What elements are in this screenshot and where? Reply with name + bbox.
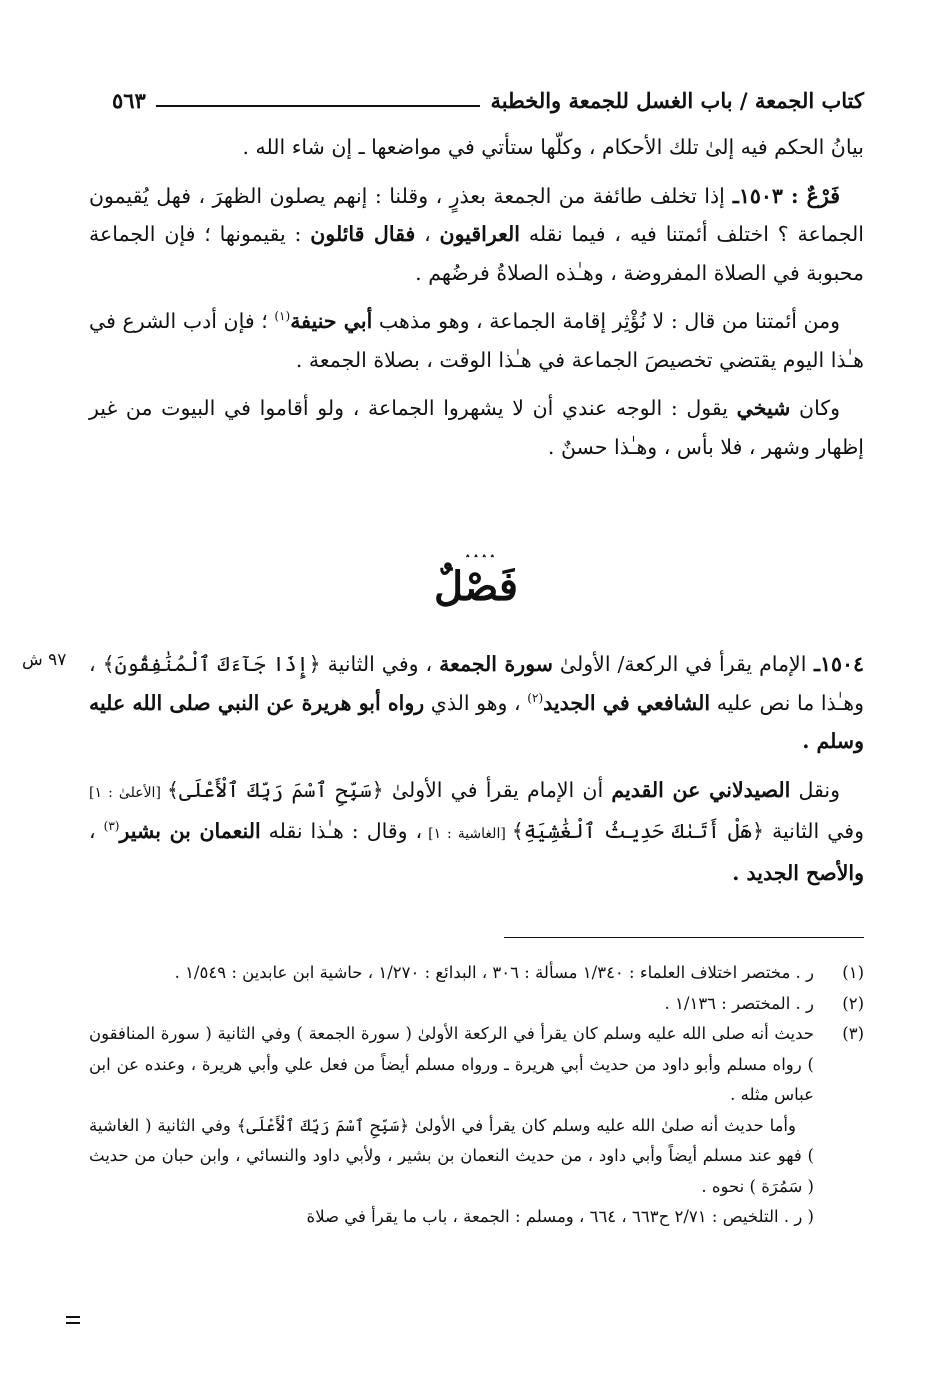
issue-number-1503: : ١٥٠٣ـ	[724, 183, 807, 208]
text-1504-a: الإمام يقرأ في الركعة/ الأولىٰ	[552, 652, 807, 676]
sura-jumua: سورة الجمعة	[439, 652, 553, 676]
fasl-ornament: ٛ ٛ ٛ ٛ	[463, 549, 489, 565]
footnote-text: وفي الثانية ( الغاشية ) فهو عند مسلم أيضاً وأبي داود ، من حديث النعمان بن بشير ، ولأبي داود والنسائي ، وابن حبان من حديث ( سَمُرَة ) نحوه .	[89, 1115, 814, 1196]
paragraph-1504	[89, 645, 864, 761]
far-label: فَرْعٌ	[806, 183, 840, 208]
text-s-b: أن الإمام يقرأ في الأولىٰ	[383, 777, 612, 802]
footnote-ref-1[interactable]: (١)	[274, 309, 291, 324]
footnote-text: ( ر . التلخيص : ٢/٧١ ح٦٦٣ ، ٦٦٤ ، ومسلم : الجمعة ، باب ما يقرأ في صلاة	[306, 1207, 814, 1226]
sura-ref-ala: [الأعلىٰ : ١]	[89, 784, 168, 801]
footnote-3	[89, 1019, 864, 1111]
text-p3-b: يقول : الوجه عندي أن لا يشهروا الجماعة ، ولو أقاموا في البيوت من غير إظهار وشهر ، فلا بأس ، وهـٰذا حسنٌ .	[89, 396, 864, 459]
section-text	[89, 645, 864, 902]
name-abu-hanifa: أبي حنيفة	[290, 309, 373, 333]
paragraph-saidalani	[89, 771, 864, 893]
text-p2-a: ومن أئمتنا من قال : لا نُؤْثِر إقامة الجماعة ، وهو مذهب	[372, 309, 840, 333]
text-1504-b: ، وفي الثانية	[320, 652, 440, 676]
footnote-text: ر . مختصر اختلاف العلماء : ١/٣٤٠ مسألة : ٣٠٦ ، البدائع : ١/٢٧٠ ، حاشية ابن عابدين : ١/٥٤٩ .	[174, 963, 814, 982]
sura-ref-ghashiya: [الغاشية : ١]	[422, 826, 512, 842]
footnote-ref-3[interactable]: (٣)	[103, 819, 120, 834]
name-shafii: الشافعي في الجديد	[543, 690, 711, 715]
text-s-a: ونقل	[790, 777, 840, 802]
fasl-word: فَصْلٌ	[433, 563, 519, 610]
footnotes	[89, 958, 864, 1233]
footnote-3-continuation	[89, 1111, 864, 1203]
name-saidalani: الصيدلاني عن القديم	[611, 777, 791, 802]
footnote-quran-ala: ﴿سَبِّحِ ٱسْمَ رَبِّكَ ٱلْأَعْلَى﴾	[236, 1115, 409, 1135]
text-1504-c: ، وهـٰذا ما نص عليه	[89, 652, 865, 715]
footnote-number: (١)	[842, 963, 864, 982]
footnote-3-reference	[89, 1202, 864, 1233]
text-1503-a: إذا تخلف طائفة من الجمعة بعذرٍ ، وقلنا : إنهم يصلون الظهرَ ، فهل يُقيمون الجماعة ؟ اختلف أئمتنا فيه ، فيما نقله	[89, 183, 864, 246]
header-rule	[156, 105, 481, 107]
footnote-separator	[504, 937, 864, 938]
fasl-calligraphy	[410, 549, 542, 618]
page-number: ٥٦٣	[112, 87, 146, 113]
main-text	[89, 128, 864, 476]
intro-paragraph	[89, 128, 864, 167]
text-s-d: ، وقال : هـٰذا نقله	[260, 819, 423, 843]
issue-number-1504: ١٥٠٤ـ	[806, 652, 865, 676]
quran-verse-ala: ﴿سَبِّحِ ٱسْمَ رَبِّكَ ٱلْأَعْلَى﴾	[167, 777, 384, 802]
footnote-text: حديث أنه صلى الله عليه وسلم كان يقرأ في الركعة الأولىٰ ( سورة الجمعة ) وفي الثانية ( سورة المنافقون ) رواه مسلم وأبو داود من حديث أبي هريرة ـ ورواه مسلم أيضاً من فعل علي وأبي هريرة ، وعنده عن ابن عباس مثله .	[89, 1024, 814, 1104]
footnote-ref-2[interactable]: (٢)	[527, 690, 544, 705]
footnote-2	[89, 989, 864, 1020]
footnote-text: ر . المختصر : ١/١٣٦ .	[664, 993, 814, 1013]
paragraph-imams	[89, 302, 864, 379]
chapter-title: كتاب الجمعة / باب الغسل للجمعة والخطبة	[490, 87, 864, 113]
quran-verse-ghashiya: ﴿هَلْ أَتَىٰكَ حَدِيثُ ٱلْغَٰشِيَةِ﴾	[511, 819, 764, 843]
conclusion-jadid: والأصح الجديد .	[732, 860, 864, 885]
text-1504-d: ، وهو الذي	[424, 690, 528, 715]
name-iraqiyyun: العراقيون	[439, 222, 520, 246]
text-s-c: وفي الثانية	[763, 819, 865, 843]
page-bottom-mark	[66, 1316, 80, 1324]
text-p2-b: ؛ فإن أدب الشرع في هـٰذا اليوم يقتضي تخصيصَ الجماعة في هـٰذا الوقت ، بصلاة الجمعة .	[89, 309, 864, 372]
quran-verse-munafiqun: ﴿إِذَا جَآءَكَ ٱلْمُنَٰفِقُونَ﴾	[102, 652, 321, 676]
intro-text: بيانُ الحكم فيه إلىٰ تلك الأحكام ، وكلّها ستأتي في مواضعها ـ إن شاء الله .	[242, 135, 864, 159]
name-numan: النعمان بن بشير	[119, 819, 261, 843]
name-shaykhi: شيخي	[736, 396, 791, 420]
paragraph-sheikh	[89, 389, 864, 466]
text-s-e: ،	[89, 819, 104, 843]
footnote-number: (٢)	[842, 993, 864, 1013]
footnote-text: وأما حديث أنه صلىٰ الله عليه وسلم كان يقرأ في الأولىٰ	[409, 1115, 796, 1135]
phrase-qailun: فقال قائلون	[310, 222, 416, 246]
manuscript-folio-note: ٩٧ ش	[22, 650, 67, 670]
running-header	[112, 82, 864, 118]
text-1503-b: ،	[415, 222, 440, 246]
paragraph-1503	[89, 177, 864, 293]
footnote-number: (٣)	[842, 1024, 864, 1043]
text-p3-a: وكان	[790, 396, 841, 420]
section-heading	[0, 549, 952, 618]
footnote-1	[89, 958, 864, 989]
text-1503-c: : يقيمونها ؛ فإن الجماعة محبوبة في الصلاة المفروضة ، وهـٰذه الصلاةُ فرضُهم .	[89, 222, 864, 285]
narration-abu-hurayra: رواه أبو هريرة عن النبي صلى الله عليه وسلم .	[89, 690, 864, 753]
